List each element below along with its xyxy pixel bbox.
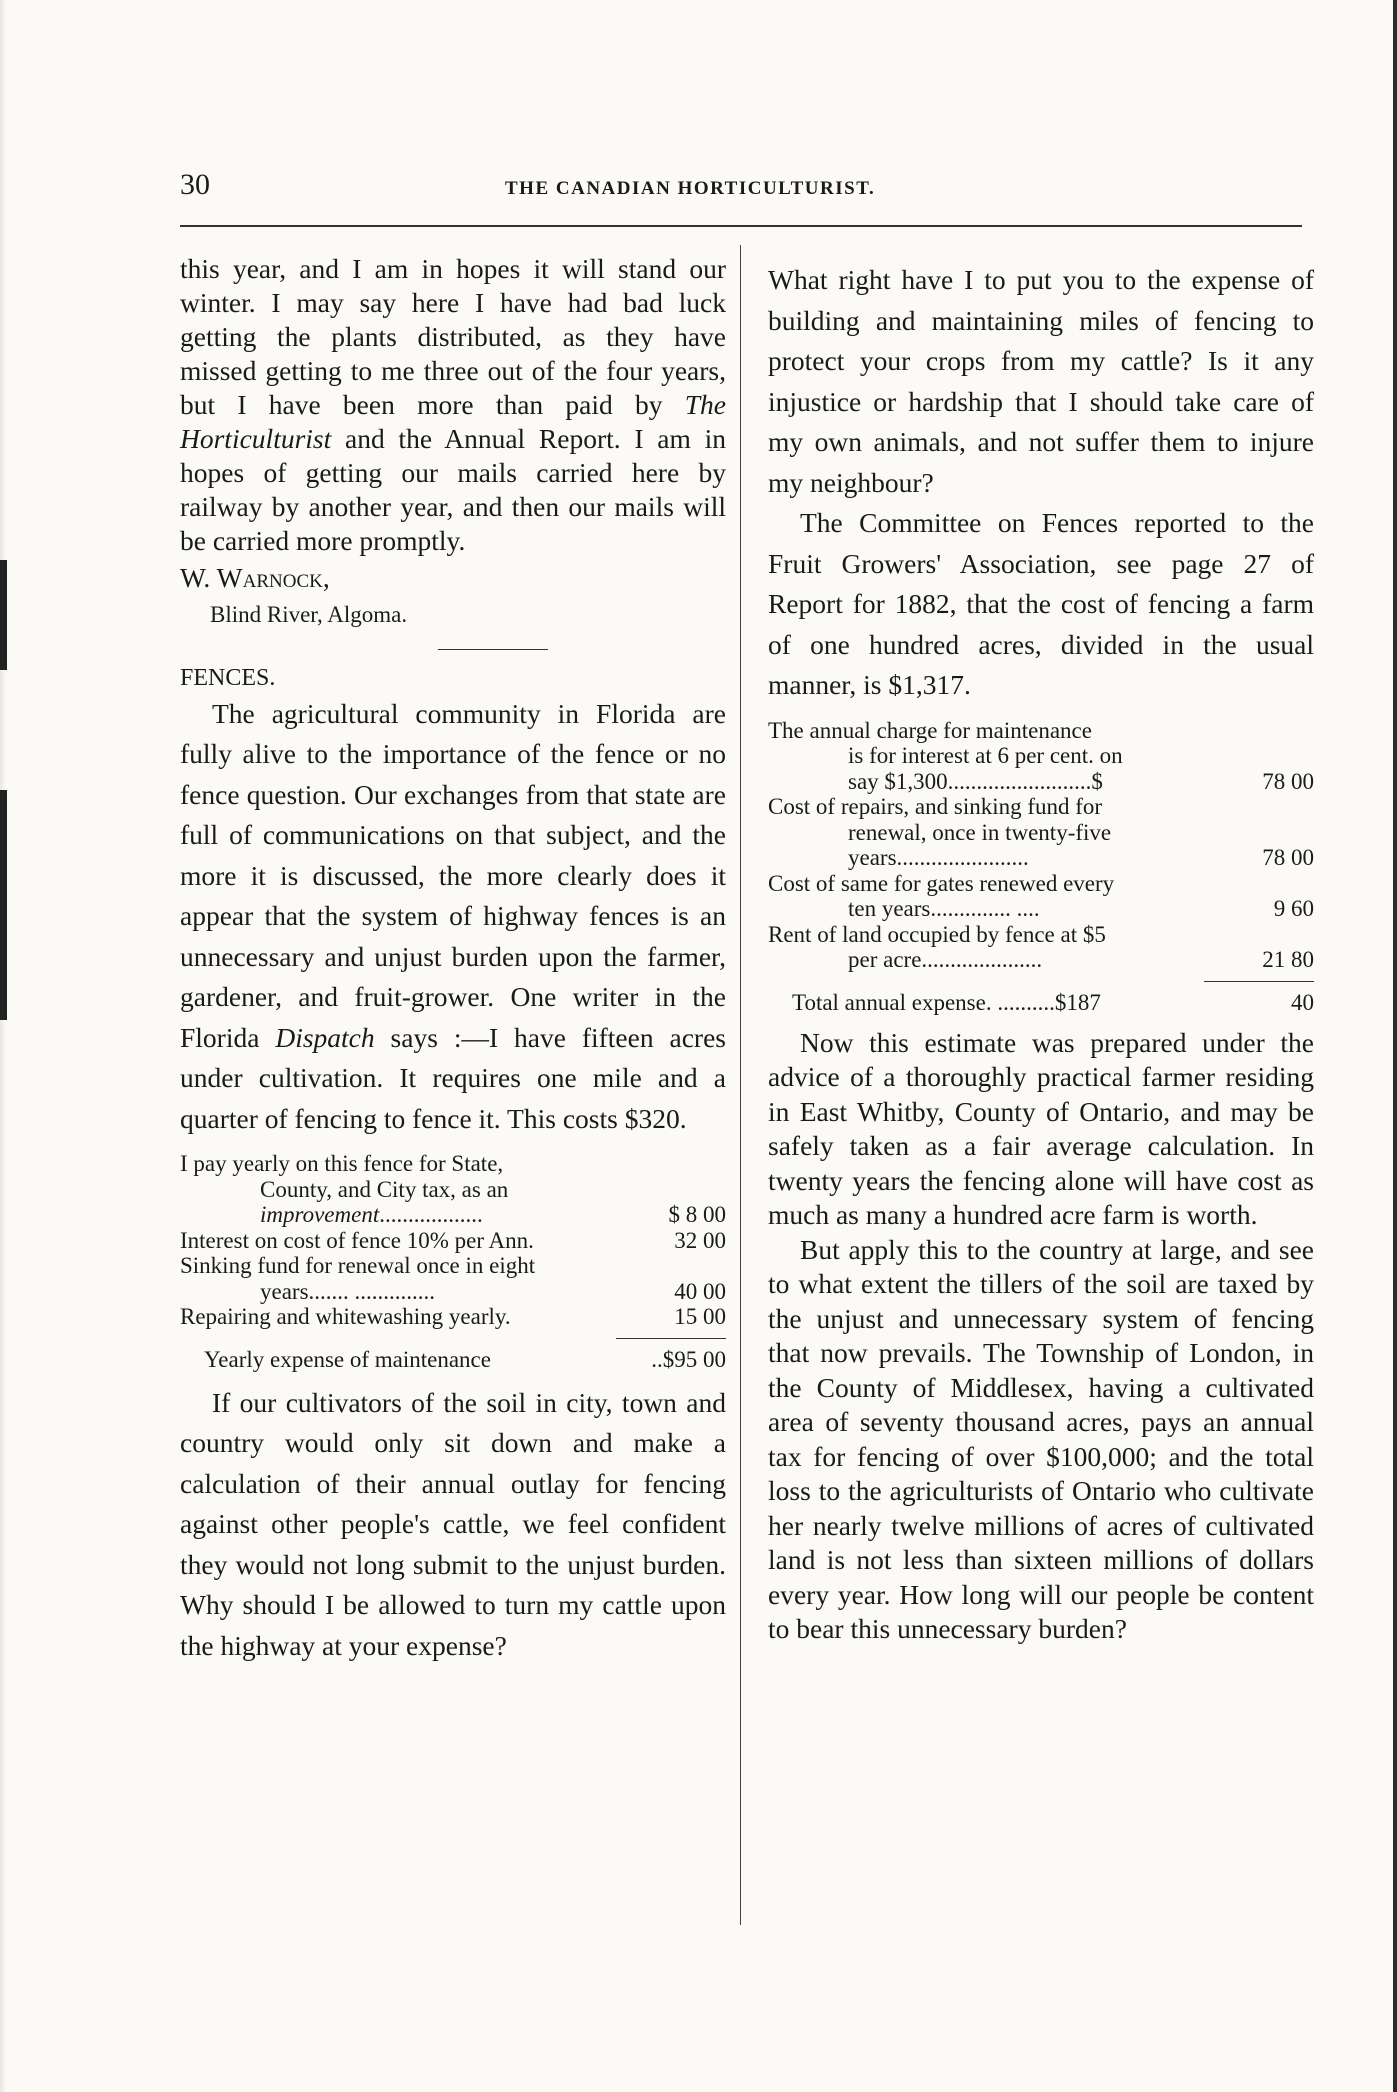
fences-paragraph [180, 694, 726, 1140]
ledger-text: Repairing and whitewashing yearly. [180, 1304, 511, 1329]
running-title: THE CANADIAN HORTICULTURIST. [505, 178, 876, 199]
ledger-text: ten years.............. .... [848, 896, 1040, 921]
ledger-amount: 40 00 [674, 1278, 726, 1304]
ledger-line: Cost of same for gates renewed every [768, 870, 1115, 896]
letter-text: and the Annual Report. I am in hopes of getting our mails carried here by railway by another year, and then our mails will be carried more promptly. [180, 423, 726, 556]
ledger-text: Interest on cost of fence 10% per Ann. [180, 1227, 534, 1253]
page-edge-right [1393, 0, 1397, 2092]
letter-paragraph [180, 252, 726, 558]
ledger-row [768, 845, 1314, 871]
signature-place: Blind River, Algoma. [210, 601, 408, 627]
ledger-total-amount: ..$95 00 [651, 1346, 726, 1372]
ledger-line: Sinking fund for renewal once in eight [180, 1253, 536, 1278]
ledger-row [180, 1279, 726, 1305]
ledger-total-rule [616, 1338, 726, 1339]
ledger-amount: 9 60 [1273, 896, 1314, 921]
ledger-amount: 78 00 [1262, 845, 1314, 870]
ledger-amount: 15 00 [674, 1304, 726, 1329]
section-title: FENCES. [180, 664, 276, 691]
ledger-line: renewal, once in twenty-five [848, 819, 1112, 845]
ledger-text: say $1,300.........................$ [848, 768, 1103, 794]
letter-text: this year, and I am in hopes it will stand our winter. I may say here I have had bad luck getting the plants distributed, as they have missed getting to me three out of the four years, but I have been more than paid by [180, 253, 726, 420]
right-paragraph-4: But apply this to the country at large, and see to what extent the tillers of the soil are taxed by the unjust and unnecessary system of fencing that now prevails. The Township of London, in the County of Middlesex, having a cultivated area of seventy thousand acres, pays an annual tax for fencing of over $100,000; and the total loss to the agriculturists of Ontario who cultivate her nearly twelve millions of acres of cultivated land is not less than sixteen millions of dollars every year. How long will our people be content to bear this unnecessary burden? [768, 1233, 1314, 1644]
ledger-total-rule [1204, 981, 1314, 982]
expense-ledger-left [180, 1151, 726, 1375]
ledger-row [180, 1304, 726, 1330]
ledger-amount: 32 00 [674, 1227, 726, 1253]
page-header [180, 168, 1300, 208]
ledger-row [768, 896, 1314, 922]
ledger-amount: 21 80 [1262, 947, 1314, 972]
ledger-text: years....... .............. [260, 1278, 436, 1304]
binding-mark [0, 560, 7, 670]
ledger-total-row [768, 988, 1314, 1018]
ledger-text: years....................... [848, 845, 1029, 870]
header-rule [180, 225, 1302, 227]
fences-text: says :—I have fifteen acres under cultivation. It requires one mile and a quarter of fencing to fence it. This costs $320. [180, 1021, 726, 1134]
right-paragraph-2: The Committee on Fences reported to the Fruit Growers' Association, see page 27 of Report for 1882, that the cost of fencing a farm of one hundred acres, divided in the usual manner, is $1,317. [768, 507, 1314, 700]
ledger-line: County, and City tax, as an [260, 1176, 509, 1202]
left-column [180, 252, 726, 1666]
ledger-amount: 78 00 [1262, 768, 1314, 794]
ledger-row [180, 1228, 726, 1254]
ledger-total-label: Yearly expense of maintenance [204, 1346, 491, 1372]
ledger-dots: .................. [379, 1202, 483, 1227]
ledger-line: is for interest at 6 per cent. on [848, 743, 1123, 768]
ledger-amount: $ 8 00 [668, 1202, 726, 1227]
ledger-line: Rent of land occupied by fence at $5 [768, 921, 1106, 947]
ledger-total-amount: 40 [1291, 989, 1314, 1015]
closing-paragraph: If our cultivators of the soil in city, town and country would only sit down and make a calculation of their annual outlay for fencing against other people's cattle, we feel confident they would not long submit to the unjust burden. Why should I be allowed to turn my cattle upon the highway at your expense? [180, 1386, 726, 1661]
ledger-row [768, 947, 1314, 973]
binding-mark [0, 790, 7, 1020]
ledger-italic: improvement [260, 1202, 380, 1227]
signature-name: W. Warnock, [180, 562, 330, 593]
ledger-row [768, 769, 1314, 795]
right-column [768, 260, 1314, 1647]
expense-ledger-right [768, 718, 1314, 1018]
ledger-row [180, 1202, 726, 1228]
letter-italic: The Horticulturist [180, 389, 726, 454]
page-edge-left [0, 0, 6, 2092]
page-number: 30 [180, 168, 210, 201]
ledger-text: per acre..................... [848, 947, 1043, 972]
ledger-total-label: Total annual expense. ..........$187 [792, 989, 1101, 1015]
right-paragraph-3: Now this estimate was prepared under the advice of a thoroughly practical farmer residing in East Whitby, County of Ontario, and may be safely taken as a fair average calculation. In twenty years the fencing alone will have cost as much as many a hundred acre farm is worth. [768, 1026, 1314, 1230]
fences-text: The agricultural community in Florida are fully alive to the importance of the fence or no fence question. Our exchanges from that state are full of communications on that subject, and the more it is discussed, the more clearly does it appear that the system of highway fences is an unnecessary and unjust burden upon the farmer, gardener, and fruit-grower. One writer in the Florida [180, 697, 726, 1053]
ledger-line: The annual charge for maintenance [768, 717, 1092, 743]
right-paragraph-1: What right have I to put you to the expense of building and maintaining miles of fencing to protect your crops from my cattle? Is it any injustice or hardship that I should take care of my own animals, and not suffer them to injure my neighbour? [768, 264, 1314, 498]
column-rule [740, 245, 741, 1925]
ledger-line: I pay yearly on this fence for State, [180, 1151, 504, 1176]
ledger-line: Cost of repairs, and sinking fund for [768, 794, 1103, 819]
fences-italic: Dispatch [275, 1021, 375, 1053]
section-divider [438, 649, 548, 650]
ledger-total-row [180, 1345, 726, 1375]
